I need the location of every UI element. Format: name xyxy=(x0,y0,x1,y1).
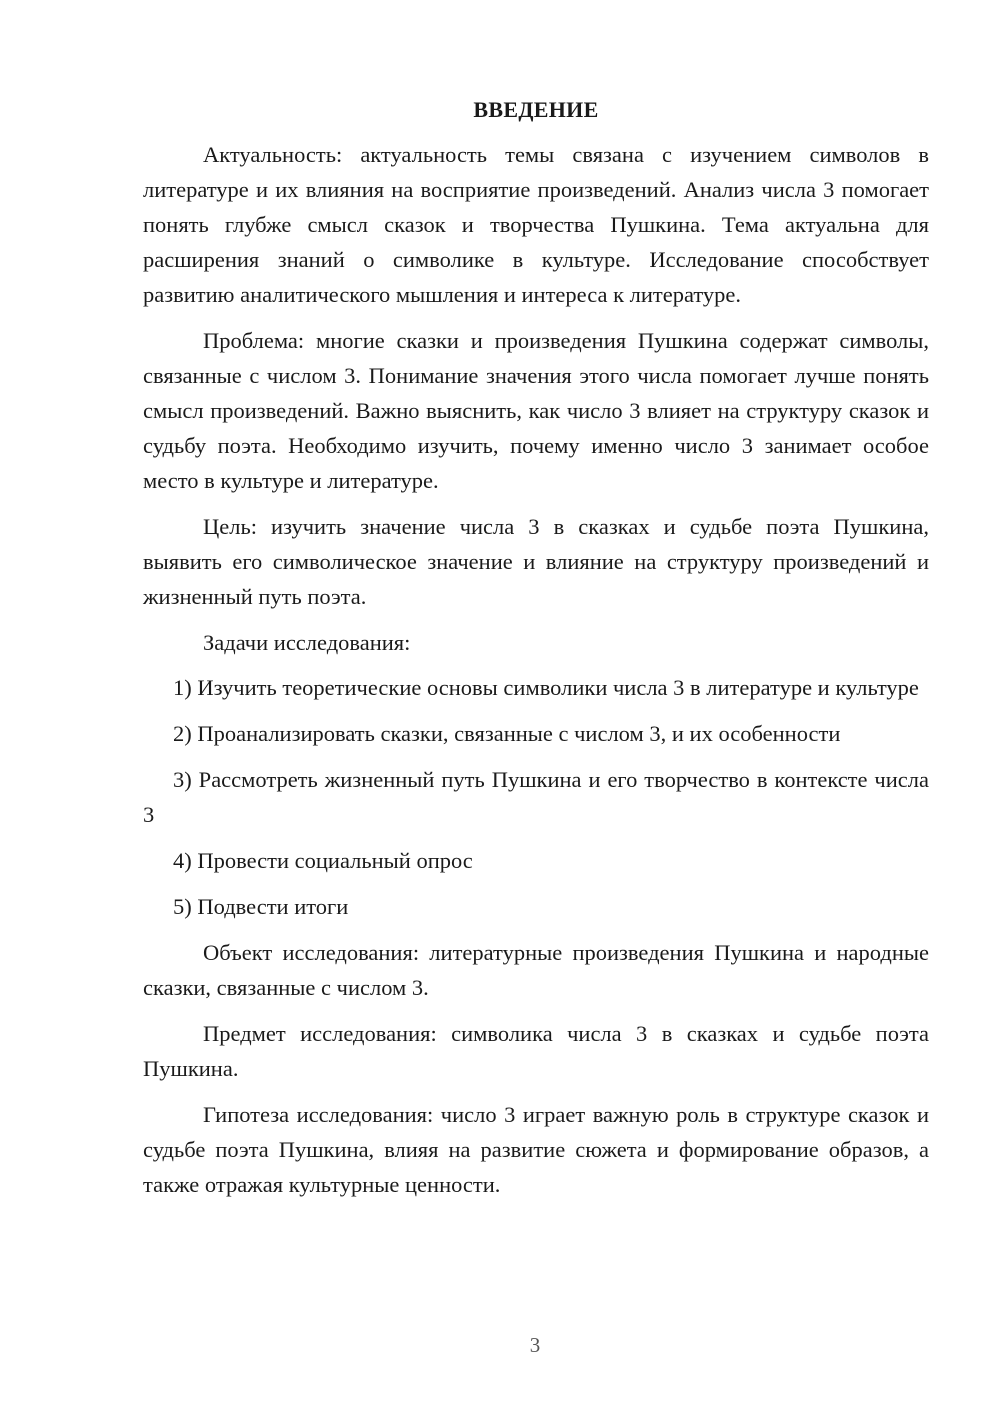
page-number: 3 xyxy=(529,1333,541,1357)
subject-paragraph: Предмет исследования: символика числа 3 в сказках и судьбе поэта Пушкина. xyxy=(143,1021,929,1081)
task-item: 2) Проанализировать сказки, связанные с числом 3, и их особенности xyxy=(173,721,841,746)
problem-paragraph: Проблема: многие сказки и произведения Пушкина содержат символы, связанные с числом 3. Понимание значения этого числа помогает лучше понять смысл произведений. Важно выяснить, как число 3 влияет на структуру сказок и судьбу поэта. Необходимо изучить, почему именно число 3 занимает особое место в культуре и литературе. xyxy=(143,328,929,493)
goal-paragraph: Цель: изучить значение числа 3 в сказках и судьбе поэта Пушкина, выявить его символическое значение и влияние на структуру произведений и жизненный путь поэта. xyxy=(143,514,929,609)
page-title: ВВЕДЕНИЕ xyxy=(473,97,599,122)
task-item: 1) Изучить теоретические основы символики числа 3 в литературе и культуре xyxy=(173,675,919,700)
tasks-heading: Задачи исследования: xyxy=(203,630,411,655)
task-item: 4) Провести социальный опрос xyxy=(173,848,473,873)
tasks-list xyxy=(143,670,929,924)
object-paragraph: Объект исследования: литературные произведения Пушкина и народные сказки, связанные с числом 3. xyxy=(143,940,929,1000)
document-page xyxy=(143,92,929,1213)
task-item: 5) Подвести итоги xyxy=(173,894,349,919)
relevance-paragraph: Актуальность: актуальность темы связана с изучением символов в литературе и их влияния на восприятие произведений. Анализ числа 3 помогает понять глубже смысл сказок и творчества Пушкина. Тема актуальна для расширения знаний о символике в культуре. Исследование способствует развитию аналитического мышления и интереса к литературе. xyxy=(143,142,929,307)
task-item: 3) Рассмотреть жизненный путь Пушкина и его творчество в контексте числа 3 xyxy=(143,767,929,827)
hypothesis-paragraph: Гипотеза исследования: число 3 играет важную роль в структуре сказок и судьбе поэта Пушкина, влияя на развитие сюжета и формирование образов, а также отражая культурные ценности. xyxy=(143,1102,929,1197)
